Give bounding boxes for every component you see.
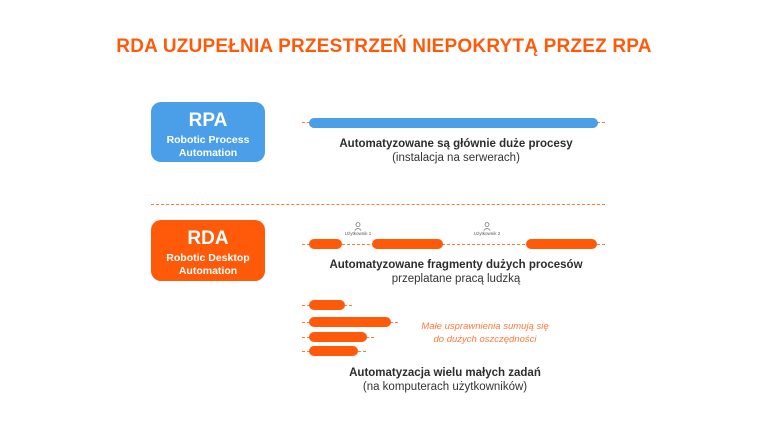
rda-abbr: RDA xyxy=(187,228,229,249)
rda-caption-bold: Automatyzowane fragmenty dużych procesów xyxy=(329,259,583,271)
small-tasks-caption-sub: (na komputerach użytkowników) xyxy=(362,381,528,393)
rpa-box xyxy=(151,102,265,162)
user-2 xyxy=(469,222,505,236)
user-icon xyxy=(354,222,362,231)
section-divider xyxy=(151,204,605,205)
small-tasks-caption xyxy=(300,366,590,394)
rpa-process-bar xyxy=(309,118,598,128)
user-2-label: Użytkownik 2 xyxy=(473,231,501,236)
rpa-caption-bold: Automatyzowane są głównie duże procesy xyxy=(339,138,573,150)
rda-process-bar-1 xyxy=(309,239,342,249)
user-icon xyxy=(483,222,491,231)
user-1-label: Użytkownik 1 xyxy=(344,231,372,236)
rda-name-line1: Robotic Desktop xyxy=(166,252,250,264)
savings-note-line1: Małe usprawnienia sumują się xyxy=(421,321,549,332)
savings-note-line2: do dużych oszczędności xyxy=(433,334,537,345)
user-1 xyxy=(340,222,376,236)
small-task-bar-4 xyxy=(309,346,358,356)
small-tasks-caption-bold: Automatyzacja wielu małych zadań xyxy=(349,367,541,379)
rda-box xyxy=(151,220,265,281)
rda-process-bar-3 xyxy=(526,239,597,249)
savings-note xyxy=(405,320,565,346)
small-task-bar-3 xyxy=(309,332,367,342)
rpa-abbr: RPA xyxy=(188,110,228,131)
small-task-bar-1 xyxy=(309,300,345,310)
page-title: RDA UZUPEŁNIA PRZESTRZEŃ NIEPOKRYTĄ PRZEZ RPA xyxy=(116,36,652,57)
small-task-bar-2 xyxy=(309,317,391,327)
rda-caption xyxy=(300,258,612,286)
rda-name-line2: Automation xyxy=(178,265,238,277)
rda-process-bar-2 xyxy=(372,239,443,249)
rpa-name-line2: Automation xyxy=(178,147,238,159)
rpa-caption-sub: (instalacja na serwerach) xyxy=(392,152,520,164)
rpa-caption xyxy=(300,137,612,165)
rda-caption-sub: przeplatane pracą ludzką xyxy=(391,273,521,285)
rpa-name-line1: Robotic Process xyxy=(166,134,250,146)
